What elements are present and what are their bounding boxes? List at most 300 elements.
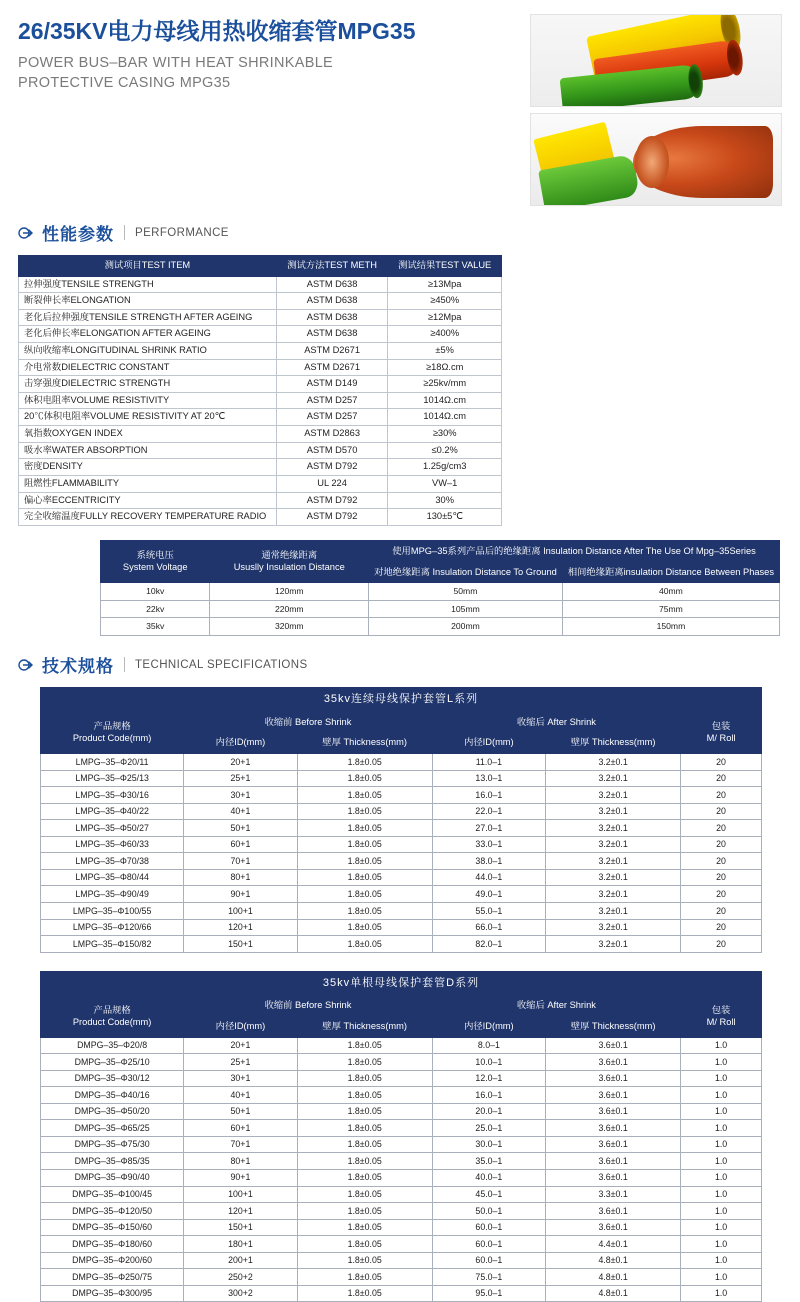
subtitle-line-1: POWER BUS–BAR WITH HEAT SHRINKABLE (18, 55, 334, 72)
page-header (0, 0, 800, 212)
cell-ground: 105mm (369, 600, 563, 618)
table-row (41, 936, 762, 953)
cell-id-after: 20.0–1 (432, 1103, 545, 1120)
col-usual-distance (210, 540, 369, 582)
cell-thk-before: 1.8±0.05 (297, 1236, 432, 1253)
cell-id-after: 45.0–1 (432, 1186, 545, 1203)
cell-id-before: 90+1 (184, 1169, 297, 1186)
cell-packing: 1.0 (681, 1252, 762, 1269)
table-row (41, 1186, 762, 1203)
cell-code: DMPG–35–Φ100/45 (41, 1186, 184, 1203)
cell-code: LMPG–35–Φ25/13 (41, 770, 184, 787)
spec-d-title: 35kv单根母线保护套管D系列 (41, 971, 762, 996)
table-row (19, 376, 502, 393)
cell-phases: 75mm (562, 600, 779, 618)
table-row (41, 1136, 762, 1153)
cell-id-after: 44.0–1 (432, 869, 545, 886)
cell-value: ≥12Mpa (388, 309, 502, 326)
cell-code: DMPG–35–Φ300/95 (41, 1285, 184, 1302)
table-row (41, 1103, 762, 1120)
cell-thk-before: 1.8±0.05 (297, 1203, 432, 1220)
col-usual-distance-en: Ususlly Insulation Distance (233, 562, 345, 573)
col-packing (681, 712, 762, 753)
cell-code: DMPG–35–Φ150/60 (41, 1219, 184, 1236)
cell-voltage: 10kv (101, 582, 210, 600)
col-product-code (41, 712, 184, 753)
spec-l-head (41, 688, 762, 754)
cell-value: ≤0.2% (388, 442, 502, 459)
cell-value: ±5% (388, 343, 502, 360)
cell-item: 断裂伸长率ELONGATION (19, 293, 277, 310)
cell-thk-after: 3.6±0.1 (546, 1070, 681, 1087)
cell-item: 老化后拉伸强度TENSILE STRENGTH AFTER AGEING (19, 309, 277, 326)
col-id-before: 内径ID(mm) (184, 1017, 297, 1038)
cell-id-before: 80+1 (184, 869, 297, 886)
cell-ground: 200mm (369, 618, 563, 636)
cell-item: 击穿强度DIELECTRIC STRENGTH (19, 376, 277, 393)
cell-thk-after: 3.2±0.1 (546, 836, 681, 853)
cell-id-after: 25.0–1 (432, 1120, 545, 1137)
cell-packing: 1.0 (681, 1153, 762, 1170)
col-distance-to-ground: 对地绝缘距离 Insulation Distance To Ground (369, 561, 563, 582)
col-usual-distance-cn: 通常绝缘距离 (261, 550, 318, 561)
col-product-code-en: Product Code(mm) (72, 1016, 152, 1027)
col-before-shrink: 收缩前 Before Shrink (184, 996, 432, 1017)
col-product-code (41, 996, 184, 1037)
cell-thk-after: 3.2±0.1 (546, 886, 681, 903)
insulation-distance-table (100, 540, 780, 636)
section-title-cn: 技术规格 (42, 657, 114, 677)
table-row (41, 1054, 762, 1071)
cell-packing: 1.0 (681, 1186, 762, 1203)
product-photo-tubes (530, 14, 782, 107)
cell-thk-after: 3.2±0.1 (546, 770, 681, 787)
cell-code: DMPG–35–Φ180/60 (41, 1236, 184, 1253)
col-system-voltage (101, 540, 210, 582)
table-row (19, 293, 502, 310)
cell-id-after: 40.0–1 (432, 1169, 545, 1186)
cell-id-before: 300+2 (184, 1285, 297, 1302)
cell-method: ASTM D792 (276, 459, 388, 476)
cell-id-before: 60+1 (184, 836, 297, 853)
cell-item: 阻燃性FLAMMABILITY (19, 475, 277, 492)
arrow-bullet-icon (18, 225, 34, 241)
col-test-value: 测试结果TEST VALUE (388, 256, 502, 277)
cell-packing: 1.0 (681, 1054, 762, 1071)
cell-id-before: 200+1 (184, 1252, 297, 1269)
cell-thk-before: 1.8±0.05 (297, 1186, 432, 1203)
spec-d-body (41, 1037, 762, 1302)
cell-code: DMPG–35–Φ20/8 (41, 1037, 184, 1054)
table-row (41, 1153, 762, 1170)
cell-thk-before: 1.8±0.05 (297, 1120, 432, 1137)
cell-method: UL 224 (276, 475, 388, 492)
cell-code: LMPG–35–Φ70/38 (41, 853, 184, 870)
cell-id-before: 180+1 (184, 1236, 297, 1253)
cell-id-before: 120+1 (184, 919, 297, 936)
cell-thk-before: 1.8±0.05 (297, 1136, 432, 1153)
cell-item: 密度DENSITY (19, 459, 277, 476)
cell-item: 介电常数DIELECTRIC CONSTANT (19, 359, 277, 376)
cell-id-before: 150+1 (184, 936, 297, 953)
col-after-shrink: 收缩后 After Shrink (432, 996, 680, 1017)
cell-thk-before: 1.8±0.05 (297, 770, 432, 787)
col-packing-cn: 包装 (711, 1004, 731, 1015)
cell-thk-after: 3.6±0.1 (546, 1219, 681, 1236)
col-system-voltage-en: System Voltage (122, 562, 188, 573)
table-row (19, 492, 502, 509)
cell-packing: 1.0 (681, 1285, 762, 1302)
spec-l-title: 35kv连续母线保护套管L系列 (41, 688, 762, 713)
table-row (41, 770, 762, 787)
table-row (19, 459, 502, 476)
section-title-en: TECHNICAL SPECIFICATIONS (135, 658, 308, 671)
subtitle-line-2: PROTECTIVE CASING MPG35 (18, 75, 231, 91)
cell-id-before: 250+2 (184, 1269, 297, 1286)
cell-thk-before: 1.8±0.05 (297, 919, 432, 936)
cell-id-after: 10.0–1 (432, 1054, 545, 1071)
table-row (19, 442, 502, 459)
table-row (19, 426, 502, 443)
cell-packing: 1.0 (681, 1070, 762, 1087)
col-packing (681, 996, 762, 1037)
cell-item: 完全收缩温度FULLY RECOVERY TEMPERATURE RADIO (19, 509, 277, 526)
cell-code: LMPG–35–Φ100/55 (41, 903, 184, 920)
cell-packing: 1.0 (681, 1219, 762, 1236)
cell-thk-after: 3.2±0.1 (546, 869, 681, 886)
table-row (19, 509, 502, 526)
cell-usual: 120mm (210, 582, 369, 600)
cell-value: ≥30% (388, 426, 502, 443)
cell-value: ≥13Mpa (388, 276, 502, 293)
cell-phases: 150mm (562, 618, 779, 636)
col-system-voltage-cn: 系统电压 (136, 550, 174, 561)
cell-code: DMPG–35–Φ30/12 (41, 1070, 184, 1087)
performance-table (18, 255, 502, 526)
product-photo-rolls (530, 113, 782, 206)
table-row (41, 919, 762, 936)
cell-id-before: 70+1 (184, 853, 297, 870)
table-row (41, 820, 762, 837)
cell-code: DMPG–35–Φ85/35 (41, 1153, 184, 1170)
cell-packing: 20 (681, 919, 762, 936)
cell-thk-after: 4.8±0.1 (546, 1269, 681, 1286)
col-id-before: 内径ID(mm) (184, 733, 297, 754)
cell-thk-before: 1.8±0.05 (297, 1054, 432, 1071)
col-test-item: 测试项目TEST ITEM (19, 256, 277, 277)
cell-thk-before: 1.8±0.05 (297, 1103, 432, 1120)
table-row (19, 326, 502, 343)
cell-thk-before: 1.8±0.05 (297, 1169, 432, 1186)
cell-id-before: 30+1 (184, 1070, 297, 1087)
heading-divider (124, 657, 125, 672)
cell-packing: 1.0 (681, 1037, 762, 1054)
cell-thk-after: 4.4±0.1 (546, 1236, 681, 1253)
spec-table-l-series (40, 687, 762, 953)
cell-item: 拉伸强度TENSILE STRENGTH (19, 276, 277, 293)
cell-packing: 20 (681, 936, 762, 953)
col-product-code-cn: 产品规格 (93, 721, 131, 732)
cell-id-after: 11.0–1 (432, 754, 545, 771)
cell-id-before: 80+1 (184, 1153, 297, 1170)
table-row (101, 600, 780, 618)
cell-id-after: 16.0–1 (432, 787, 545, 804)
table-row (19, 309, 502, 326)
cell-code: DMPG–35–Φ40/16 (41, 1087, 184, 1104)
cell-id-after: 60.0–1 (432, 1219, 545, 1236)
table-row (19, 409, 502, 426)
table-row (19, 359, 502, 376)
cell-method: ASTM D2671 (276, 343, 388, 360)
cell-id-before: 100+1 (184, 1186, 297, 1203)
cell-method: ASTM D638 (276, 276, 388, 293)
cell-thk-after: 3.6±0.1 (546, 1169, 681, 1186)
cell-voltage: 35kv (101, 618, 210, 636)
cell-thk-after: 3.2±0.1 (546, 787, 681, 804)
cell-id-after: 60.0–1 (432, 1236, 545, 1253)
spec-d-wrap (40, 971, 762, 1302)
cell-packing: 1.0 (681, 1236, 762, 1253)
cell-code: LMPG–35–Φ80/44 (41, 869, 184, 886)
table-row (41, 1037, 762, 1054)
cell-id-before: 25+1 (184, 770, 297, 787)
cell-value: 130±5℃ (388, 509, 502, 526)
table-row (41, 754, 762, 771)
cell-usual: 320mm (210, 618, 369, 636)
cell-item: 吸水率WATER ABSORPTION (19, 442, 277, 459)
cell-value: ≥400% (388, 326, 502, 343)
cell-code: LMPG–35–Φ90/49 (41, 886, 184, 903)
table-row (41, 1120, 762, 1137)
cell-id-before: 100+1 (184, 903, 297, 920)
spec-d-title-row (41, 971, 762, 996)
cell-id-before: 70+1 (184, 1136, 297, 1153)
cell-item: 氧指数OXYGEN INDEX (19, 426, 277, 443)
table-row (41, 1285, 762, 1302)
cell-thk-before: 1.8±0.05 (297, 936, 432, 953)
cell-packing: 1.0 (681, 1103, 762, 1120)
cell-code: DMPG–35–Φ250/75 (41, 1269, 184, 1286)
col-packing-en: M/ Roll (706, 732, 736, 743)
cell-thk-before: 1.8±0.05 (297, 1219, 432, 1236)
cell-thk-after: 3.2±0.1 (546, 803, 681, 820)
performance-table-body (19, 276, 502, 525)
cell-thk-before: 1.8±0.05 (297, 820, 432, 837)
cell-code: LMPG–35–Φ30/16 (41, 787, 184, 804)
cell-packing: 20 (681, 903, 762, 920)
cell-packing: 1.0 (681, 1203, 762, 1220)
table-row (41, 1169, 762, 1186)
cell-packing: 1.0 (681, 1169, 762, 1186)
cell-packing: 1.0 (681, 1136, 762, 1153)
cell-code: DMPG–35–Φ90/40 (41, 1169, 184, 1186)
cell-packing: 1.0 (681, 1087, 762, 1104)
cell-packing: 20 (681, 803, 762, 820)
insulation-table-wrap (100, 540, 800, 636)
cell-code: DMPG–35–Φ200/60 (41, 1252, 184, 1269)
col-product-code-en: Product Code(mm) (72, 732, 152, 743)
col-id-after: 内径ID(mm) (432, 733, 545, 754)
cell-method: ASTM D257 (276, 392, 388, 409)
cell-packing: 20 (681, 836, 762, 853)
cell-thk-before: 1.8±0.05 (297, 1037, 432, 1054)
cell-usual: 220mm (210, 600, 369, 618)
cell-value: 1014Ω.cm (388, 392, 502, 409)
cell-packing: 1.0 (681, 1269, 762, 1286)
cell-thk-after: 3.6±0.1 (546, 1136, 681, 1153)
cell-packing: 20 (681, 820, 762, 837)
cell-packing: 1.0 (681, 1120, 762, 1137)
cell-thk-after: 3.6±0.1 (546, 1054, 681, 1071)
table-header-row (41, 996, 762, 1017)
cell-id-after: 8.0–1 (432, 1037, 545, 1054)
cell-thk-before: 1.8±0.05 (297, 853, 432, 870)
cell-value: ≥25kv/mm (388, 376, 502, 393)
cell-method: ASTM D2863 (276, 426, 388, 443)
cell-id-before: 20+1 (184, 1037, 297, 1054)
cell-code: LMPG–35–Φ50/27 (41, 820, 184, 837)
table-header-row (101, 540, 780, 561)
cell-value: ≥18Ω.cm (388, 359, 502, 376)
spec-l-title-row (41, 688, 762, 713)
cell-id-before: 50+1 (184, 820, 297, 837)
col-after-use-group: 使用MPG–35系列产品后的绝缘距离 Insulation Distance After The Use Of Mpg–35Series (369, 540, 780, 561)
cell-method: ASTM D149 (276, 376, 388, 393)
cell-item: 老化后伸长率ELONGATION AFTER AGEING (19, 326, 277, 343)
col-distance-between-phases: 相间绝缘距离insulation Distance Between Phases (562, 561, 779, 582)
table-row (19, 276, 502, 293)
table-row (101, 582, 780, 600)
cell-method: ASTM D792 (276, 509, 388, 526)
section-heading-performance (18, 220, 800, 245)
cell-packing: 20 (681, 787, 762, 804)
performance-table-head (19, 256, 502, 277)
cell-code: LMPG–35–Φ40/22 (41, 803, 184, 820)
cell-value: VW–1 (388, 475, 502, 492)
cell-thk-before: 1.8±0.05 (297, 1285, 432, 1302)
col-id-after: 内径ID(mm) (432, 1017, 545, 1038)
col-test-method: 测试方法TEST METH (276, 256, 388, 277)
cell-id-after: 12.0–1 (432, 1070, 545, 1087)
table-row (19, 343, 502, 360)
cell-phases: 40mm (562, 582, 779, 600)
cell-thk-after: 4.8±0.1 (546, 1252, 681, 1269)
cell-code: DMPG–35–Φ120/50 (41, 1203, 184, 1220)
cell-id-after: 82.0–1 (432, 936, 545, 953)
cell-id-before: 60+1 (184, 1120, 297, 1137)
spec-l-body (41, 754, 762, 953)
col-after-shrink: 收缩后 After Shrink (432, 712, 680, 733)
table-row (41, 1252, 762, 1269)
table-row (41, 903, 762, 920)
table-row (19, 475, 502, 492)
cell-id-after: 33.0–1 (432, 836, 545, 853)
cell-thk-after: 3.6±0.1 (546, 1103, 681, 1120)
cell-thk-after: 3.3±0.1 (546, 1186, 681, 1203)
cell-code: LMPG–35–Φ20/11 (41, 754, 184, 771)
cell-thk-after: 3.2±0.1 (546, 919, 681, 936)
col-before-shrink: 收缩前 Before Shrink (184, 712, 432, 733)
cell-id-before: 150+1 (184, 1219, 297, 1236)
cell-thk-before: 1.8±0.05 (297, 787, 432, 804)
table-row (41, 836, 762, 853)
page-title: 26/35KV电力母线用热收缩套管MPG35 (18, 18, 416, 44)
page-subtitle (18, 54, 530, 93)
arrow-bullet-icon (18, 657, 34, 673)
cell-method: ASTM D570 (276, 442, 388, 459)
cell-code: DMPG–35–Φ50/20 (41, 1103, 184, 1120)
product-photos (530, 14, 782, 206)
cell-thk-after: 4.8±0.1 (546, 1285, 681, 1302)
cell-thk-before: 1.8±0.05 (297, 869, 432, 886)
cell-thk-after: 3.2±0.1 (546, 853, 681, 870)
cell-ground: 50mm (369, 582, 563, 600)
cell-packing: 20 (681, 886, 762, 903)
cell-code: DMPG–35–Φ75/30 (41, 1136, 184, 1153)
cell-thk-after: 3.2±0.1 (546, 903, 681, 920)
cell-method: ASTM D638 (276, 326, 388, 343)
col-thickness-before: 壁厚 Thickness(mm) (297, 1017, 432, 1038)
cell-packing: 20 (681, 770, 762, 787)
red-roll-shape (633, 126, 773, 198)
cell-thk-after: 3.2±0.1 (546, 936, 681, 953)
cell-id-after: 66.0–1 (432, 919, 545, 936)
cell-thk-after: 3.6±0.1 (546, 1153, 681, 1170)
table-row (41, 1236, 762, 1253)
cell-thk-after: 3.2±0.1 (546, 820, 681, 837)
cell-id-before: 120+1 (184, 1203, 297, 1220)
table-row (41, 1087, 762, 1104)
cell-value: 30% (388, 492, 502, 509)
cell-id-after: 27.0–1 (432, 820, 545, 837)
heading-divider (124, 225, 125, 240)
cell-id-after: 55.0–1 (432, 903, 545, 920)
cell-id-after: 30.0–1 (432, 1136, 545, 1153)
cell-thk-after: 3.6±0.1 (546, 1087, 681, 1104)
cell-thk-before: 1.8±0.05 (297, 1070, 432, 1087)
cell-id-before: 25+1 (184, 1054, 297, 1071)
insulation-table-body (101, 582, 780, 635)
cell-code: DMPG–35–Φ25/10 (41, 1054, 184, 1071)
cell-code: LMPG–35–Φ150/82 (41, 936, 184, 953)
cell-method: ASTM D2671 (276, 359, 388, 376)
cell-method: ASTM D638 (276, 309, 388, 326)
cell-thk-before: 1.8±0.05 (297, 1252, 432, 1269)
insulation-table-head (101, 540, 780, 582)
cell-id-after: 16.0–1 (432, 1087, 545, 1104)
table-row (41, 869, 762, 886)
cell-id-before: 90+1 (184, 886, 297, 903)
cell-id-after: 60.0–1 (432, 1252, 545, 1269)
table-row (41, 1070, 762, 1087)
table-row (41, 1219, 762, 1236)
cell-thk-before: 1.8±0.05 (297, 1269, 432, 1286)
cell-id-before: 30+1 (184, 787, 297, 804)
cell-id-after: 38.0–1 (432, 853, 545, 870)
cell-thk-after: 3.2±0.1 (546, 754, 681, 771)
cell-item: 20℃体积电阻率VOLUME RESISTIVITY AT 20℃ (19, 409, 277, 426)
cell-id-before: 40+1 (184, 1087, 297, 1104)
cell-thk-before: 1.8±0.05 (297, 903, 432, 920)
cell-method: ASTM D638 (276, 293, 388, 310)
col-thickness-after: 壁厚 Thickness(mm) (546, 733, 681, 754)
cell-thk-after: 3.6±0.1 (546, 1037, 681, 1054)
col-packing-cn: 包装 (711, 721, 731, 732)
cell-thk-before: 1.8±0.05 (297, 754, 432, 771)
spec-table-d-series (40, 971, 762, 1302)
cell-id-after: 75.0–1 (432, 1269, 545, 1286)
table-row (41, 853, 762, 870)
